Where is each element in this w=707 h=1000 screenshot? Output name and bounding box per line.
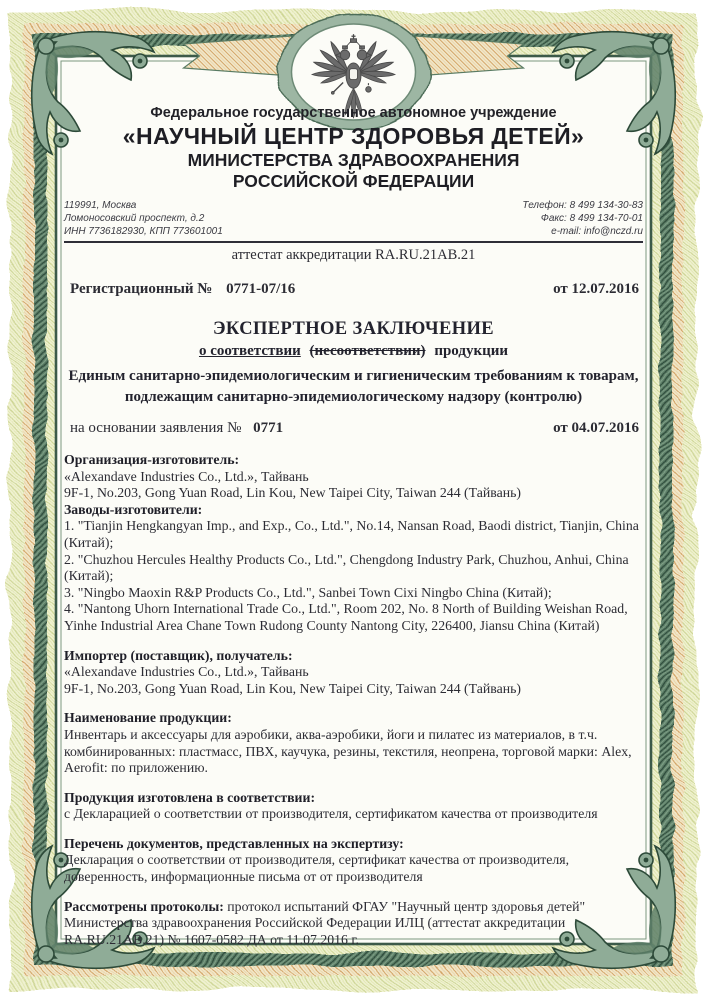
section-line: 9F-1, No.203, Gong Yuan Road, Lin Kou, New Taipei City, Taiwan 244 (Тайвань): [64, 485, 521, 501]
ministry-line-2: РОССИЙСКОЙ ФЕДЕРАЦИИ: [232, 171, 475, 191]
protocols-section: [64, 899, 643, 949]
org-type-line: Федеральное государственное автономное учреждение: [150, 105, 557, 121]
document-title: ЭКСПЕРТНОЕ ЗАКЛЮЧЕНИЕ: [212, 319, 495, 339]
protocols-text: протокол испытаний ФГАУ "Научный центр здоровья детей" Министерства здравоохранения Российской Федерации ИЛЦ (аттестат аккредитации RA.RU.21АВ.21) № 1607-0582 ДА от 11.07.2016 г.: [64, 898, 586, 947]
basis-number: 0771: [253, 420, 284, 436]
section-line: «Alexandave Industries Co., Ltd.», Тайвань: [64, 468, 309, 484]
address-line: ИНН 7736182930, КПП 773601001: [64, 226, 223, 237]
factory-item: 2. "Chuzhou Hercules Healthy Products Co., Ltd.", Chengdong Industry Park, Chuzhou, Anhui, China (Китай);: [64, 551, 629, 584]
factory-item: 3. "Ningbo Maoxin R&P Products Co., Ltd.", Sanbei Town Cixi Ningbo China (Китай);: [64, 584, 552, 600]
subtitle-conformity: о соответствии: [198, 343, 301, 359]
basis-date: от 04.07.2016: [553, 420, 639, 436]
contact-line: e-mail: info@nczd.ru: [551, 226, 643, 237]
section-line: [64, 899, 643, 949]
section-line: Инвентарь и аксессуары для аэробики, аква-аэробики, йоги и пилатес из материалов, в т.ч. комбинированных: пластмасс, ПВХ, каучука, резины, текстиля, неопрена, торговой марки: Alex, Aerofit: по приложению.: [64, 726, 632, 776]
section-heading: Перечень документов, представленных на экспертизу:: [64, 835, 404, 851]
basis-row: [64, 420, 643, 437]
section-heading: Заводы-изготовители:: [64, 501, 203, 517]
certificate-page: [64, 104, 643, 948]
contact-line: Телефон: 8 499 134-30-83: [522, 200, 643, 211]
section-line: «Alexandave Industries Co., Ltd.», Тайвань: [64, 664, 309, 680]
registration-date: от 12.07.2016: [553, 281, 639, 297]
section-heading: Продукция изготовлена в соответствии:: [64, 789, 316, 805]
documents-section: [64, 836, 643, 886]
manufacturer-section: [64, 452, 643, 502]
registration-row: [64, 281, 643, 298]
body-sections: [64, 452, 643, 948]
ministry-line-1: МИНИСТЕРСТВА ЗДРАВООХРАНЕНИЯ: [187, 150, 520, 170]
contact-block: [522, 199, 643, 238]
registration-number: 0771-07/16: [226, 281, 296, 297]
section-line: с Декларацией о соответствии от производителя, сертификатом качества от производителя: [64, 806, 598, 822]
address-line: Ломоносовский проспект, д.2: [64, 213, 205, 224]
subtitle-nonconformity-struck: (несоответствии): [309, 343, 426, 359]
product-section: [64, 710, 643, 776]
factories-section: [64, 502, 643, 635]
section-line: Декларация о соответствии от производителя, сертификат качества от производителя, доверенность, информационные письма от от производителя: [64, 852, 570, 885]
contact-line: Факс: 8 499 134-70-01: [540, 213, 643, 224]
basis-left: [70, 420, 283, 437]
section-heading: Организация-изготовитель:: [64, 452, 240, 467]
factory-item: 1. "Tianjin Hengkangyan Imp., and Exp., Co., Ltd.", No.14, Nansan Road, Baodi district, Tianjin, China (Китай);: [64, 518, 639, 550]
section-heading: Импортер (поставщик), получатель:: [64, 647, 293, 663]
requirements-line-2: подлежащим санитарно-эпидемиологическому надзору (контролю): [124, 388, 583, 405]
basis-label: на основании заявления №: [70, 420, 242, 436]
registration-label: Регистрационный №: [70, 281, 213, 297]
contact-header-row: [64, 199, 643, 238]
address-line: 119991, Москва: [64, 200, 137, 211]
conformity-section: [64, 790, 643, 823]
factory-item: 4. "Nantong Uhorn International Trade Co., Ltd.", Room 202, No. 8 North of Building Weishan Road, Yinhe Industrial Area Chane Town Rudong County Nantong City, 226400, Jiansu China (Китай): [64, 601, 628, 633]
document-subtitle: [64, 342, 643, 361]
org-name: «НАУЧНЫЙ ЦЕНТР ЗДОРОВЬЯ ДЕТЕЙ»: [122, 123, 585, 149]
section-heading: Наименование продукции:: [64, 710, 232, 726]
accreditation-line: аттестат аккредитации RA.RU.21АВ.21: [231, 247, 476, 263]
requirements-line-1: Единым санитарно-эпидемиологическим и гигиеническим требованиям к товарам,: [68, 368, 639, 384]
section-line: 9F-1, No.203, Gong Yuan Road, Lin Kou, New Taipei City, Taiwan 244 (Тайвань): [64, 680, 521, 696]
importer-section: [64, 648, 643, 698]
header-divider: [64, 241, 643, 243]
address-block: [64, 199, 223, 238]
registration-left: [70, 281, 295, 298]
section-heading: Рассмотрены протоколы:: [64, 898, 224, 914]
subtitle-product-word: продукции: [434, 343, 509, 359]
